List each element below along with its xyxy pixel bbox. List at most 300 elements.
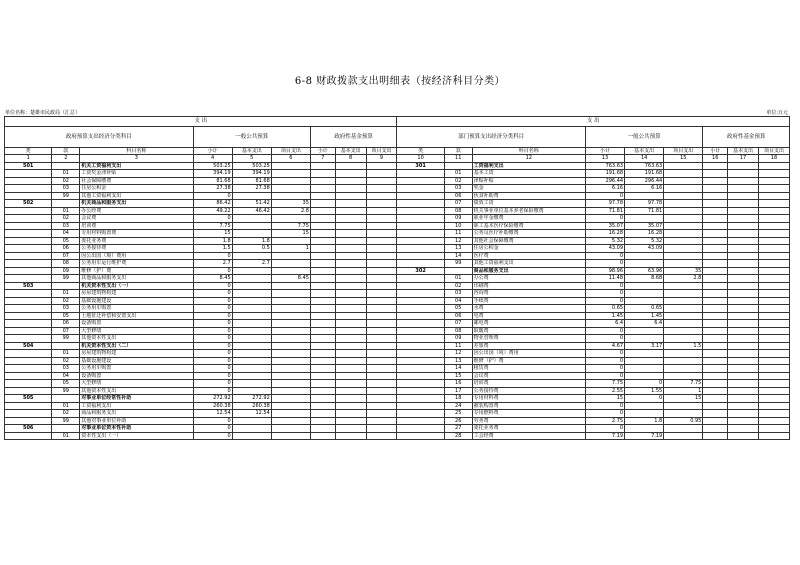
item-code: 03 [444, 290, 472, 298]
subtotal-value: 6.4 [585, 320, 624, 328]
subtotal-value: 0 [193, 320, 232, 328]
fund-budget-cell [728, 387, 759, 395]
table-row [5, 200, 790, 208]
basic-value [232, 425, 271, 433]
project-value [271, 357, 310, 365]
fund-budget-cell [728, 200, 759, 208]
class-code [397, 177, 444, 185]
column-number: 9 [366, 155, 397, 163]
column-number: 5 [232, 155, 271, 163]
class-code [5, 305, 52, 313]
table-row [5, 305, 790, 313]
fund-budget-cell [758, 410, 789, 418]
subject-name: 委托业务费 [472, 425, 585, 433]
fund-budget-cell [310, 230, 335, 238]
basic-value [232, 357, 271, 365]
subtotal-value: 0 [193, 365, 232, 373]
item-code: 02 [444, 282, 472, 290]
fund-budget-cell [366, 380, 397, 388]
fund-budget-cell [728, 417, 759, 425]
project-value [664, 200, 703, 208]
fund-budget-cell [728, 372, 759, 380]
subject-name: 办公费 [472, 275, 585, 283]
class-code [5, 432, 52, 440]
fund-budget-cell [310, 297, 335, 305]
col-name: 科目名称 [80, 147, 193, 155]
fund-budget-cell [728, 170, 759, 178]
item-code: 07 [52, 252, 80, 260]
class-code [397, 335, 444, 343]
fund-budget-cell [366, 327, 397, 335]
class-code [397, 372, 444, 380]
subtotal-value: 0 [585, 290, 624, 298]
fund-budget-cell [758, 192, 789, 200]
basic-value: 296.44 [625, 177, 664, 185]
class-code [397, 200, 444, 208]
fund-budget-cell [703, 312, 728, 320]
class-code [397, 252, 444, 260]
fund-budget-cell [703, 237, 728, 245]
fund-budget-cell [335, 162, 366, 170]
subtotal-value: 0 [585, 410, 624, 418]
fund-budget-cell [335, 327, 366, 335]
fund-budget-cell [310, 365, 335, 373]
class-code [5, 365, 52, 373]
basic-value: 272.92 [232, 395, 271, 403]
fund-budget-cell [758, 170, 789, 178]
basic-value: 191.68 [625, 170, 664, 178]
class-code [5, 230, 52, 238]
subject-name: 津贴补贴 [472, 177, 585, 185]
item-code: 02 [52, 357, 80, 365]
general-budget-header-right: 一般公共预算 [585, 126, 702, 147]
subject-name: 培训费 [472, 380, 585, 388]
project-value: 1 [271, 245, 310, 253]
subtotal-value: 0 [193, 305, 232, 313]
right-section-header: 支 出 [397, 117, 790, 127]
fund-budget-cell [758, 417, 789, 425]
subtotal-value: 503.25 [193, 162, 232, 170]
project-value: 15 [271, 230, 310, 238]
basic-value [232, 432, 271, 440]
class-code [397, 282, 444, 290]
class-code [5, 387, 52, 395]
class-code: 506 [5, 425, 52, 433]
fund-budget-cell [310, 192, 335, 200]
project-value [271, 297, 310, 305]
expenditure-table [4, 116, 790, 440]
subject-name: 基本工资 [472, 170, 585, 178]
fund-budget-cell [728, 365, 759, 373]
table-row [5, 162, 790, 170]
fund-budget-cell [310, 350, 335, 358]
subtotal-value: 0 [193, 372, 232, 380]
fund-budget-cell [366, 170, 397, 178]
class-code [397, 387, 444, 395]
table-row [5, 372, 790, 380]
fund-budget-cell [758, 275, 789, 283]
basic-value [232, 335, 271, 343]
basic-value: 43.09 [625, 245, 664, 253]
class-code [5, 252, 52, 260]
basic-value: 51.42 [232, 200, 271, 208]
item-code: 07 [52, 327, 80, 335]
subtotal-value: 763.63 [585, 162, 624, 170]
fund-budget-cell [335, 260, 366, 268]
table-row [5, 342, 790, 350]
fund-budget-cell [366, 335, 397, 343]
subtotal-value: 0 [585, 297, 624, 305]
project-value [271, 417, 310, 425]
project-value [664, 410, 703, 418]
subject-name: 机关事业单位基本养老保险缴费 [472, 207, 585, 215]
item-code: 09 [444, 215, 472, 223]
basic-value: 27.38 [232, 185, 271, 193]
fund-budget-cell [335, 170, 366, 178]
document-title: 6-8 财政拨款支出明细表（按经济科目分类） [294, 76, 506, 87]
class-code [397, 237, 444, 245]
class-code [397, 342, 444, 350]
basic-value [625, 297, 664, 305]
subtotal-value: 8.45 [193, 275, 232, 283]
subject-name: 公务用车购置 [80, 365, 193, 373]
class-code [5, 372, 52, 380]
class-code [5, 275, 52, 283]
project-value [271, 410, 310, 418]
fund-budget-cell [335, 402, 366, 410]
project-value [664, 162, 703, 170]
gov-fund-budget-header-right: 政府性基金预算 [703, 126, 790, 147]
item-code: 11 [444, 230, 472, 238]
subtotal-value: 0 [193, 357, 232, 365]
column-number: 7 [310, 155, 335, 163]
fund-budget-cell [366, 215, 397, 223]
fund-budget-cell [703, 290, 728, 298]
subtotal-value: 0 [193, 267, 232, 275]
unit-label: 单位:万元 [766, 110, 788, 116]
item-code: 99 [52, 275, 80, 283]
fund-budget-cell [366, 260, 397, 268]
subtotal-value: 0 [585, 282, 624, 290]
class-code [397, 425, 444, 433]
fund-budget-cell [703, 327, 728, 335]
fund-budget-cell [335, 222, 366, 230]
item-code: 16 [444, 380, 472, 388]
subject-name: 会议费 [472, 372, 585, 380]
subtotal-value: 97.78 [585, 200, 624, 208]
item-code: 02 [52, 215, 80, 223]
class-code [5, 410, 52, 418]
class-code: 504 [5, 342, 52, 350]
fund-budget-cell [728, 380, 759, 388]
fund-budget-cell [366, 312, 397, 320]
subtotal-value: 0 [193, 432, 232, 440]
item-code: 01 [444, 275, 472, 283]
basic-value: 0 [625, 380, 664, 388]
col-subtotal: 小计 [310, 147, 335, 155]
class-code [397, 290, 444, 298]
subtotal-value: 2.7 [193, 260, 232, 268]
subtotal-value: 27.38 [193, 185, 232, 193]
subject-name: 其他工资福利支出 [472, 260, 585, 268]
subtotal-value: 0 [193, 350, 232, 358]
subject-name: 其他对事业单位补助 [80, 417, 193, 425]
fund-budget-cell [728, 237, 759, 245]
fund-budget-cell [728, 177, 759, 185]
project-value [271, 312, 310, 320]
subject-name: 机关工资福利支出 [80, 162, 193, 170]
subtotal-value: 0 [585, 372, 624, 380]
item-code: 11 [444, 342, 472, 350]
class-code [397, 230, 444, 238]
fund-budget-cell [366, 425, 397, 433]
table-row [5, 410, 790, 418]
fund-budget-cell [310, 200, 335, 208]
subtotal-value: 0 [585, 402, 624, 410]
col-name: 科目名称 [472, 147, 585, 155]
subtotal-value: 272.92 [193, 395, 232, 403]
basic-value [232, 350, 271, 358]
item-code: 01 [52, 170, 80, 178]
project-value [271, 162, 310, 170]
fund-budget-cell [758, 357, 789, 365]
fund-budget-cell [310, 245, 335, 253]
basic-value [232, 417, 271, 425]
project-value: 2.8 [271, 207, 310, 215]
fund-budget-cell [366, 207, 397, 215]
fund-budget-cell [335, 230, 366, 238]
fund-budget-cell [758, 387, 789, 395]
fund-budget-cell [310, 222, 335, 230]
fund-budget-cell [335, 425, 366, 433]
basic-value [625, 350, 664, 358]
project-value [664, 357, 703, 365]
subject-name: 因公出国（境）费用 [80, 252, 193, 260]
fund-budget-cell [703, 192, 728, 200]
subtotal-value: 0 [585, 357, 624, 365]
subject-name: 工资奖金津补贴 [80, 170, 193, 178]
fund-budget-cell [758, 372, 789, 380]
subject-name: 办公经费 [80, 207, 193, 215]
subject-name: 商品和服务支出 [80, 410, 193, 418]
subject-name: 其他社会保障缴费 [472, 237, 585, 245]
class-code [5, 320, 52, 328]
class-code [397, 170, 444, 178]
fund-budget-cell [310, 380, 335, 388]
class-code: 302 [397, 267, 444, 275]
column-number: 6 [271, 155, 310, 163]
project-value [664, 402, 703, 410]
project-value [271, 185, 310, 193]
fund-budget-cell [310, 372, 335, 380]
basic-value: 3.17 [625, 342, 664, 350]
fund-budget-cell [728, 335, 759, 343]
item-code: 99 [52, 417, 80, 425]
column-number: 12 [472, 155, 585, 163]
table-row [5, 192, 790, 200]
item-code: 99 [52, 335, 80, 343]
fund-budget-cell [703, 305, 728, 313]
project-value [664, 350, 703, 358]
basic-value: 1.55 [625, 387, 664, 395]
item-code: 03 [444, 185, 472, 193]
project-value [664, 245, 703, 253]
project-value [664, 320, 703, 328]
fund-budget-cell [728, 425, 759, 433]
subtotal-value: 0 [585, 215, 624, 223]
table-row [5, 207, 790, 215]
project-value [271, 402, 310, 410]
fund-budget-cell [703, 342, 728, 350]
fund-budget-cell [703, 372, 728, 380]
item-code: 13 [444, 245, 472, 253]
subject-name: 大型修缮 [80, 327, 193, 335]
fund-budget-cell [310, 410, 335, 418]
column-number: 11 [444, 155, 472, 163]
fund-budget-cell [703, 395, 728, 403]
item-code: 14 [444, 252, 472, 260]
subtotal-value: 7.19 [585, 432, 624, 440]
fund-budget-cell [310, 267, 335, 275]
item-code: 01 [52, 207, 80, 215]
project-value [664, 215, 703, 223]
project-value [664, 290, 703, 298]
fund-budget-cell [728, 305, 759, 313]
column-number: 18 [758, 155, 789, 163]
subject-name: 资本性支出（一） [80, 432, 193, 440]
item-code: 02 [444, 177, 472, 185]
table-row [5, 380, 790, 388]
fund-budget-cell [310, 395, 335, 403]
fund-budget-cell [703, 380, 728, 388]
fund-budget-cell [758, 395, 789, 403]
col-item: 款 [52, 147, 80, 155]
class-code [5, 215, 52, 223]
item-code: 06 [52, 245, 80, 253]
table-row [5, 215, 790, 223]
class-code [5, 222, 52, 230]
class-code [397, 222, 444, 230]
subject-name: 基础设施建设 [80, 297, 193, 305]
fund-budget-cell [335, 252, 366, 260]
fund-budget-cell [366, 282, 397, 290]
fund-budget-cell [728, 282, 759, 290]
basic-value [232, 267, 271, 275]
col-subtotal: 小计 [585, 147, 624, 155]
fund-budget-cell [728, 312, 759, 320]
basic-value [232, 387, 271, 395]
fund-budget-cell [728, 267, 759, 275]
fund-budget-cell [728, 192, 759, 200]
class-code [5, 335, 52, 343]
col-project: 项目支出 [758, 147, 789, 155]
fund-budget-cell [335, 410, 366, 418]
subject-name: 土地征迁补偿和安置支出 [80, 312, 193, 320]
fund-budget-cell [310, 387, 335, 395]
project-value: 35 [664, 267, 703, 275]
project-value: 0.95 [664, 417, 703, 425]
subtotal-value: 16.28 [585, 230, 624, 238]
item-code: 08 [52, 260, 80, 268]
fund-budget-cell [758, 222, 789, 230]
basic-value: 260.38 [232, 402, 271, 410]
table-row [5, 245, 790, 253]
gov-fund-budget-header: 政府性基金预算 [310, 126, 397, 147]
basic-value: 12.54 [232, 410, 271, 418]
project-value [271, 320, 310, 328]
fund-budget-cell [310, 335, 335, 343]
column-number-row [5, 155, 790, 163]
class-code [397, 245, 444, 253]
fund-budget-cell [758, 432, 789, 440]
item-code: 14 [444, 365, 472, 373]
class-code [397, 410, 444, 418]
class-code [5, 245, 52, 253]
class-code [397, 215, 444, 223]
table-row [5, 417, 790, 425]
fund-budget-cell [758, 297, 789, 305]
fund-budget-cell [758, 342, 789, 350]
fund-budget-cell [703, 170, 728, 178]
class-code [397, 350, 444, 358]
fund-budget-cell [703, 350, 728, 358]
fund-budget-cell [335, 237, 366, 245]
left-section-header: 支 出 [5, 117, 397, 127]
fund-budget-cell [703, 357, 728, 365]
class-code [5, 357, 52, 365]
class-code [397, 275, 444, 283]
fund-budget-cell [728, 410, 759, 418]
unit-name: 单位名称：楚雄市民政局（汇总） [5, 110, 81, 116]
item-code: 99 [52, 387, 80, 395]
column-number: 2 [52, 155, 80, 163]
project-value [664, 177, 703, 185]
table-row [5, 312, 790, 320]
fund-budget-cell [758, 177, 789, 185]
item-code [52, 282, 80, 290]
fund-budget-cell [703, 425, 728, 433]
subject-name: 奖金 [472, 185, 585, 193]
table-row [5, 320, 790, 328]
fund-budget-cell [335, 297, 366, 305]
item-code: 09 [444, 335, 472, 343]
fund-budget-cell [758, 312, 789, 320]
basic-value [232, 275, 271, 283]
subject-name: 取暖费 [472, 327, 585, 335]
project-value: 1 [664, 387, 703, 395]
gov-budget-class-header: 政府预算支出经济分类科目 [5, 126, 194, 147]
project-value [664, 222, 703, 230]
fund-budget-cell [366, 237, 397, 245]
subtotal-value: 0 [193, 380, 232, 388]
fund-budget-cell [703, 177, 728, 185]
class-code [397, 260, 444, 268]
subtotal-value: 0 [193, 252, 232, 260]
fund-budget-cell [310, 177, 335, 185]
project-value [271, 282, 310, 290]
item-code: 07 [444, 320, 472, 328]
fund-budget-cell [335, 372, 366, 380]
subject-name: 租赁费 [472, 365, 585, 373]
fund-budget-cell [703, 267, 728, 275]
basic-value [232, 297, 271, 305]
fund-budget-cell [758, 230, 789, 238]
basic-value [232, 215, 271, 223]
fund-budget-cell [366, 342, 397, 350]
item-code: 05 [52, 380, 80, 388]
subtotal-value: 0 [193, 312, 232, 320]
subject-name: 公务用车购置 [80, 305, 193, 313]
